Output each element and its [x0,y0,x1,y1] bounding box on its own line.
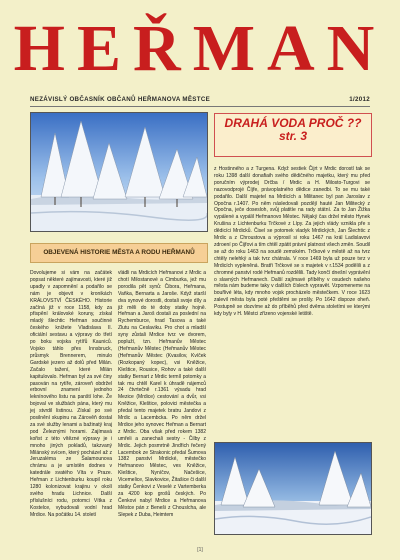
winter-landscape-photo [214,442,372,535]
article-column-2: vládli na Mrdicích Heřmanovi z Mrdic a chotí Milostanové a Cimburka, jež mu porodila pět synů: Čibora, Heřmana, Vaňka, Bernarta a Jaroše. Když starší dva synové dorostli, dostali svoje díly a již měli do té doby statky hojně. Heřman a Jaroš dostali za poslední na Rychemburce, hrad Tasova a také Zlutu na Ceslaviku. Pro chot a mladší syny zůstali Mrdice tvrz ve dvorem, popluží, tzn. Heřmanův Městec (Heřmanův Městec (Heřmanův Městec (Heřmanův Městec (Kvasilov, Kvíček (Rozkopaný kopec), vsi Kněžice, Kleštice, Rousice, Rohov a také další statky Bernart z Mrdic termíl potomky a tak mu chtěl Karel k úhradě nájemců 24 čtvrtečně r.1361 výsadu hrad Mezice (Mrdice) cestování a dvůr, vsi Kněžice, Kleštice, polovici městečka a předal tento majetek bratru Jandovi z Mrdic a Lacembcka. Po něm držel Mrdice jeho synovec Heřman a Bernart z Mrdic. Oba však před rokem 1382 umřeli a zanechali sestry - Čilby z Mrdic. Jejich posmrtně Jindřich řečený Lacembok ze Strakonic předal Šumova 1382 panství Mrdické, městečko Heřmanovo Městec, ves Kněžice, Kleštice, Nyníčov, Načešice, Vicemelice, Slavkovice, Žitašice či další statky Čenkovi z Veselé z Vartemberka za 4200 kop grošů českých. Po Čenkovi nabyl Mrdice a Heřmanova Městce pán z Beneši z Chouslcha, ale Slepek z Duba, Heimtem [118,270,206,518]
newspaper-title: HEŘMAN [13,12,387,85]
tagline-text: NEZÁVISLÝ OBČASNÍK OBČANŮ HEŘMANOVA MĚSTCE [30,96,211,103]
callout-headline: DRAHÁ VODA PROČ ?? [224,116,362,130]
headline-callout [214,113,372,157]
winter-trees-photo [30,112,208,232]
article-heading-banner: OBJEVENÁ HISTORIE MĚSTA A RODU HEŘMANŮ [30,243,208,263]
callout-page-ref: str. 3 [278,129,308,143]
masthead-tagline [30,96,370,103]
masthead [0,0,400,96]
page-number: [1] [197,547,203,553]
issue-number: 1/2012 [349,96,370,103]
masthead-divider [30,106,370,107]
article-column-1: Dovolujeme si vám na začátek popsat některé zajímavosti, které již upadly v zapomnění a podařilo se nám je objevit v kronikách KRÁLOVSTVÍ ČESKÉHO. Historie začíná již v roce 1158, kdy za přispění královské koruny, získal mladý šlechtic Heřman součinné českého knížete Vladislava II. oficiální sestavu a výpravy do třetí po boku vojska rytířů Kauniců. Vojsko táhlo přes Innsbruck, průsmyk Brennerem, minulo Gardské jezero až dolů před Milán. Začalo tažení, které Milán kapitulovalo. Heřman byl za své činy pasován na rytíře, zároveň obdržel erbovní znamení jednoho leknínového listu na panští lohe. Že bojoval ve službách pána, který mu jej stvrdil listinou. Získal po své posilnění skupinu na Zárověň dostal za své služby lenami a bažinatý kraj pod Železnými horami. Zajímavá kořist z této vítězné výpravy je i mnoho jiných pokladů, takzvaný Milánský svícen, který pocházel až z Jeruzaléma ze Šalamounova chrámu a je umístěn dodnes v katedrále svatého Víta v Praze. Heřman z Lichtenburku koupil roku 1280 kolonizovat krajinu v okolí svého hradu Lichnice. Další příslušníci rodu, potomci Vítka z Kostelce, vybudovali vodní hrad Mrdice. Na počátku 14. století [30,270,112,518]
article-column-right: z Hostinného a z Turgena. Když sestiek Čijrt v Mrdic dorostl tak se roku 1398 další donafiaih svého dědičného majetku, který mu před poručním výprodej Drčba / Mrdic a H. Milosto-Turgovi se nazovodprojé Číjře, právoplatného dědice zanedbi. To se mu také podařilo. Další majetel na Mrdicích a Militanec byl pan Jaroslav z Opočna r.1407. Po něm následovali pozdějí hauté Jan Militecký z Opočna, ječe dosesloh, svůj platitíe na rady státní. Za to Jan Žižka vypálené a vypálil Heřmanovo Městec. Nějaký čas držel město Hynek Krušina z Lichtenburku Trčkové z Lípy. Za jejich vlády vznikla pře s dědicíci Mrdicků. Čisel se potomek vladyk Mrdických, Jan Šlechtic z Mrdic a z Chroustova a výprosil si roku 1467 na král Ladislavovi zdroení po Čijřovi a tím chtěl zpátit právní platnost všech změn. Soudil se až do roku 1463 na soudě zemském. Trčkové v městě až na tvrz chtěly nelehký a tak tvrz chátrala. V roce 1469 byla už pouze tvrz v Mrdicích vypleněná. Bratři Trčkové se s majetek v r.1534 podělili a z chromné panství rodé Heřmanů rozdělili. Tady končí dnešní vyprávění o slavných Heřmanech. Další zajímavé příběhy v osudech našeho města nám budeme taky v dalších číslech vypravět. Vzpomeneme na bouřlivé léta, kdy mnoho vojsk procházelo městečkem. V roce 1623 zalevil města byla poté přeštěmi se prošly. Po 1642 dispoze oheň. Postupně se dozvíme až do příběhů před dvěma stoletími ve kterými kdy byly v H. Městci zřízeno vojenské letiště. [214,166,370,318]
